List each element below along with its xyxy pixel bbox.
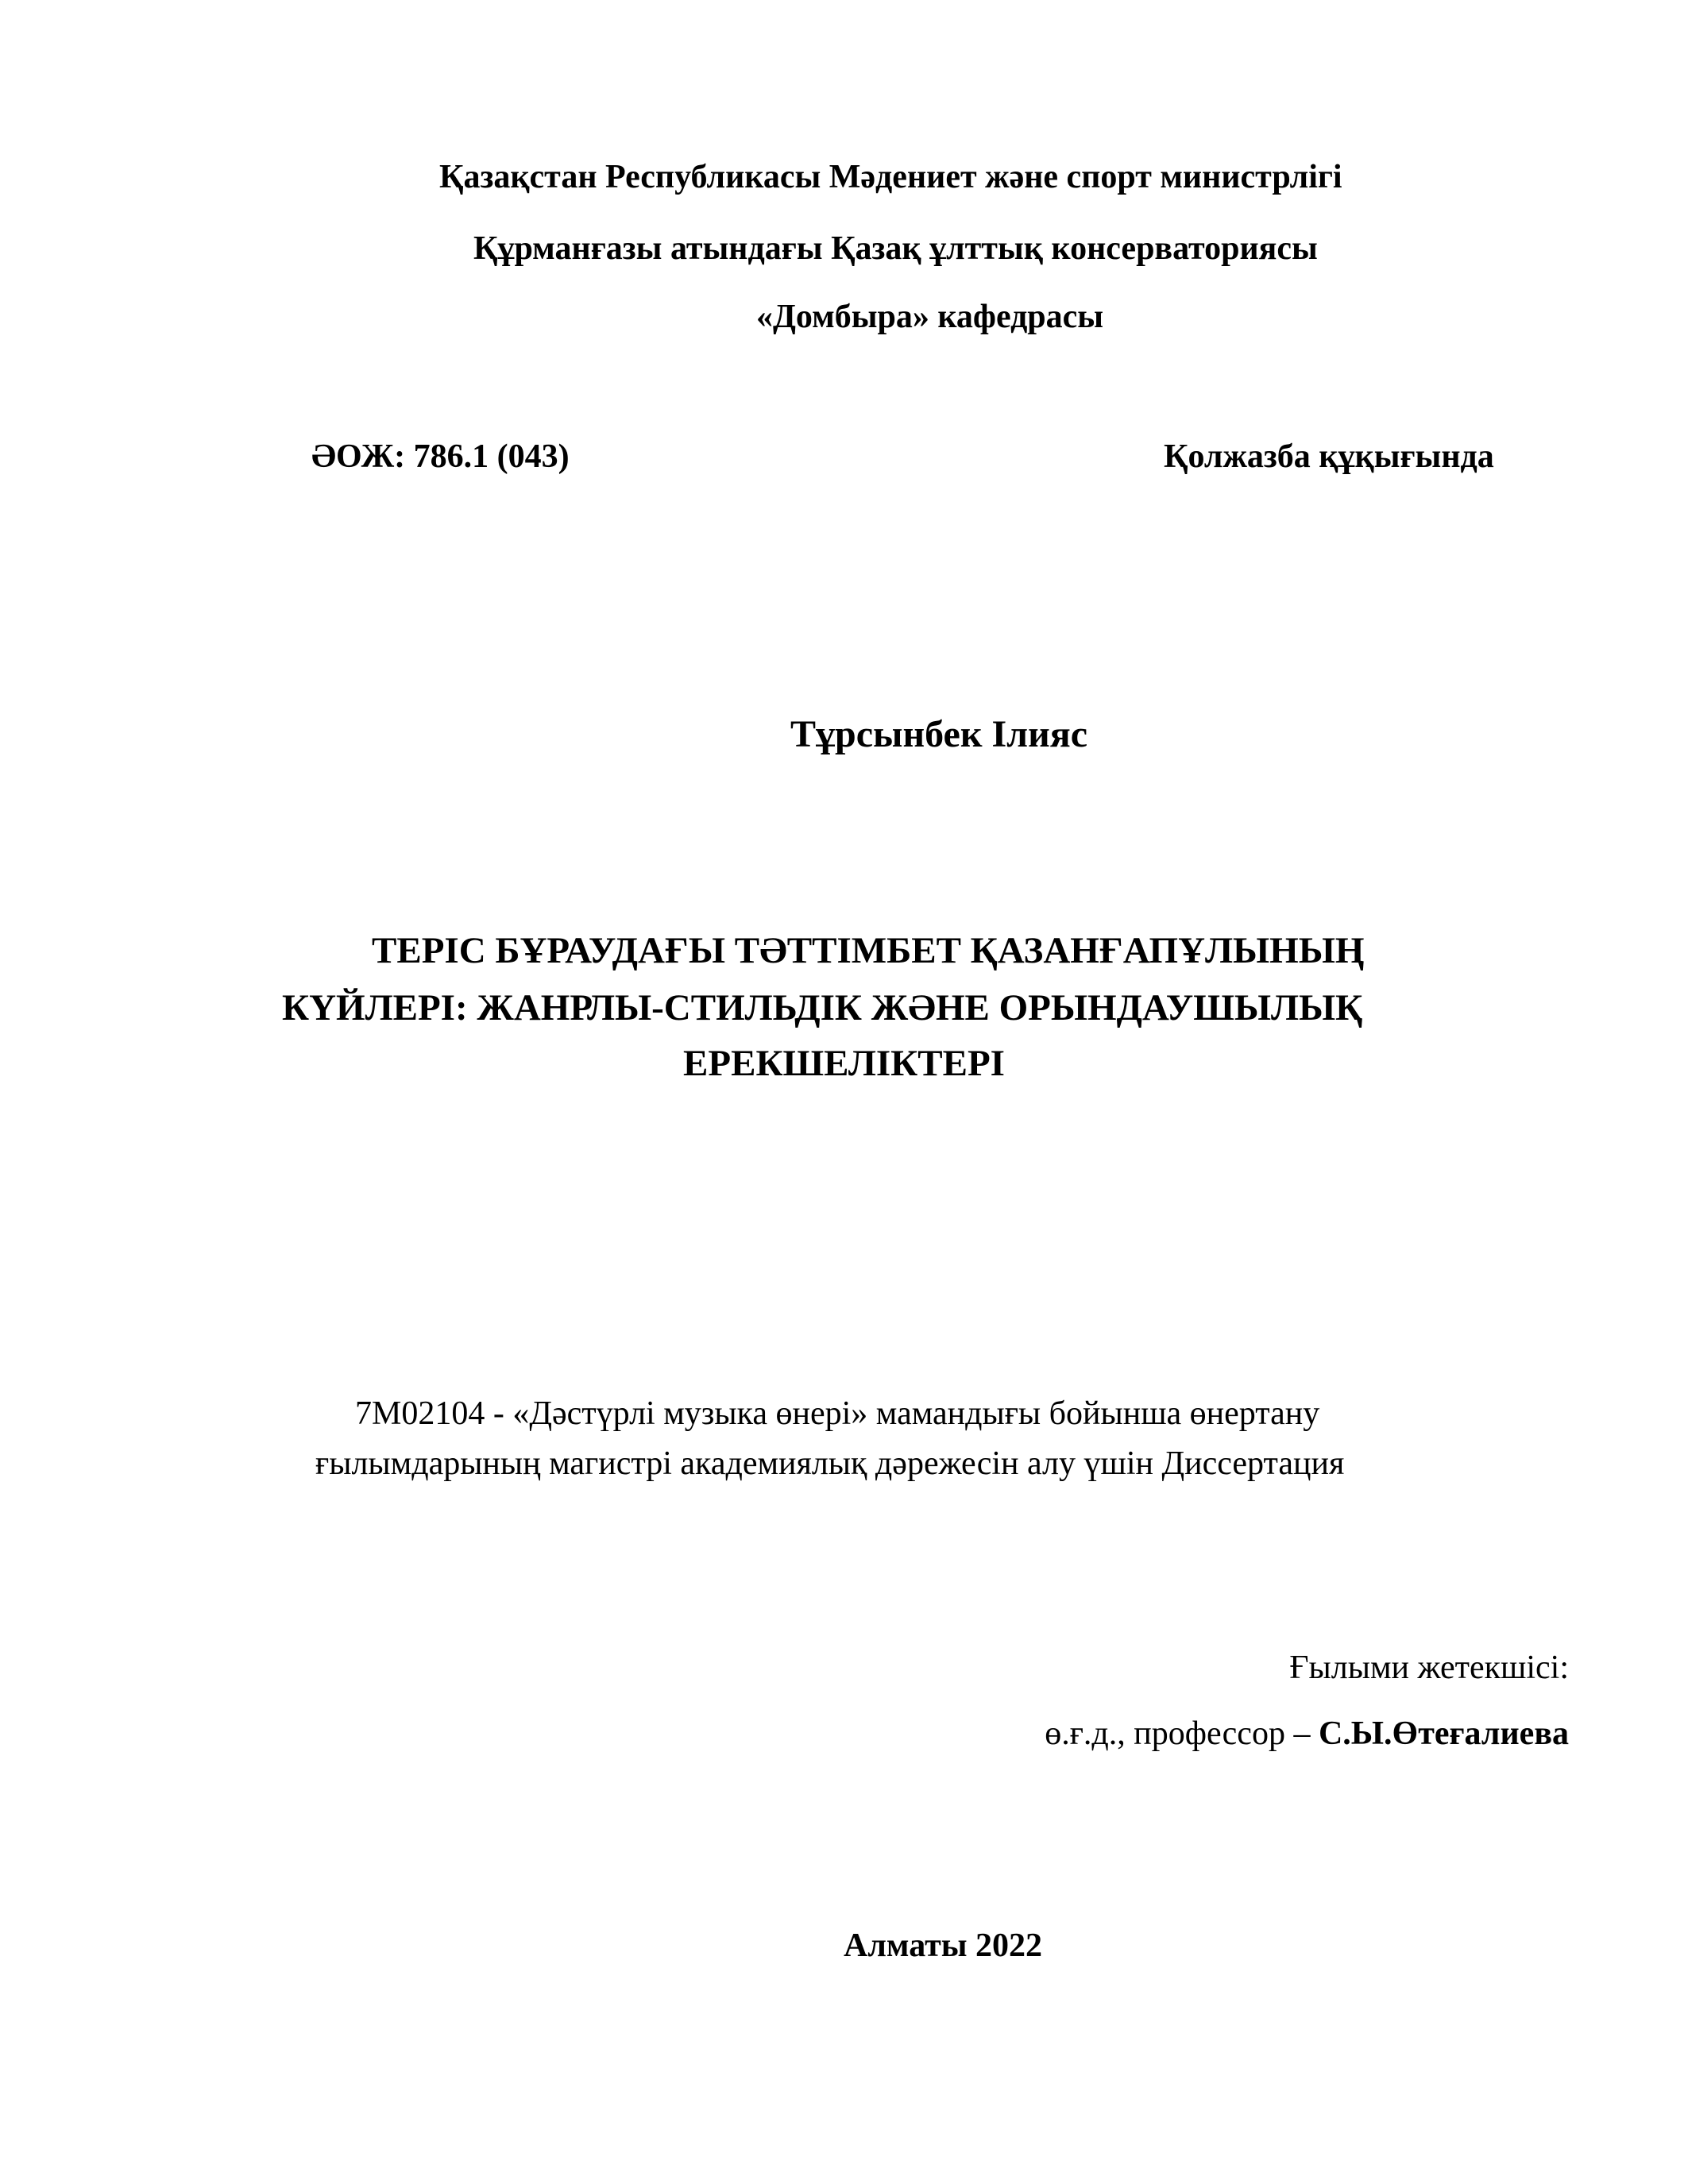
udc-code: ӘОЖ: 786.1 (043)	[311, 438, 570, 475]
degree-description-line-1: 7M02104 - «Дәстүрлі музыка өнері» мамандығы бойынша өнертану	[355, 1395, 1320, 1432]
city-year: Алматы 2022	[844, 1927, 1043, 1964]
dissertation-title-line-2: КҮЙЛЕРІ: ЖАНРЛЫ-СТИЛЬДІК ЖӘНЕ ОРЫНДАУШЫЛЫҚ	[282, 987, 1363, 1028]
degree-description-line-2: ғылымдарының магистрі академиялық дәрежесін алу үшін Диссертация	[315, 1445, 1345, 1482]
dissertation-title-line-3: ЕРЕКШЕЛІКТЕРІ	[683, 1043, 1005, 1084]
author-name: Тұрсынбек Ілияс	[790, 713, 1088, 755]
ministry-heading: Қазақстан Республикасы Мәдениет және спорт министрлігі	[439, 159, 1342, 195]
conservatory-heading: Құрманғазы атындағы Қазақ ұлттық консерваториясы	[473, 230, 1318, 267]
manuscript-rights: Қолжазба құқығында	[1164, 438, 1494, 475]
dissertation-title-line-1: ТЕРІС БҰРАУДАҒЫ ТӘТТІМБЕТ ҚАЗАНҒАПҰЛЫНЫҢ	[372, 930, 1365, 971]
department-heading: «Домбыра» кафедрасы	[756, 299, 1104, 335]
supervisor-credentials: ө.ғ.д., профессор –	[1045, 1715, 1319, 1752]
supervisor-name: С.Ы.Өтеғалиева	[1318, 1715, 1569, 1752]
supervisor-label: Ғылыми жетекшісі:	[1289, 1650, 1569, 1686]
supervisor-line	[1045, 1714, 1569, 1754]
